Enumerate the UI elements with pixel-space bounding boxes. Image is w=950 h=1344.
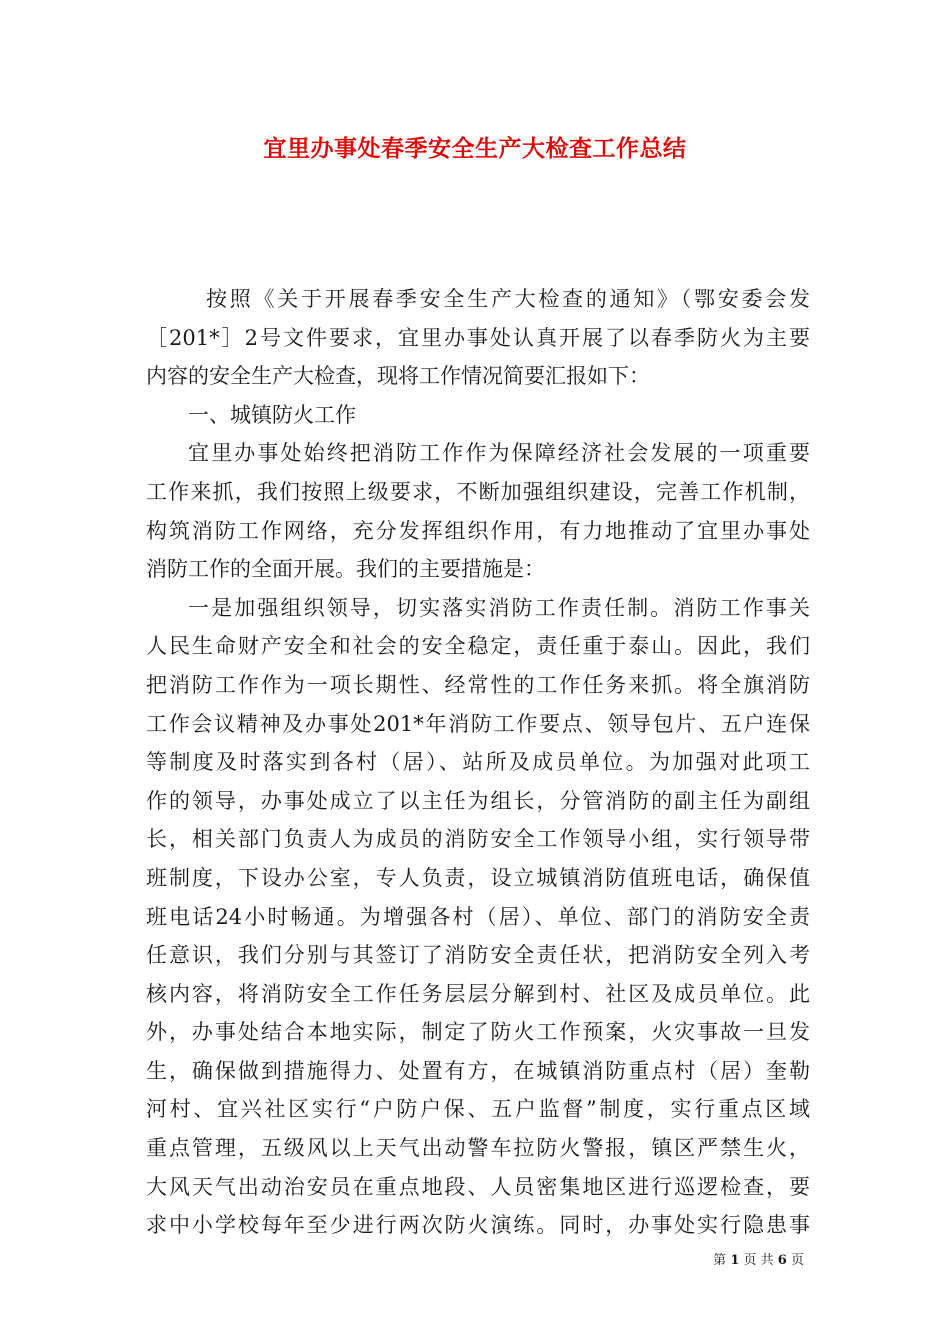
paragraph-line: 长，相关部门负责人为成员的消防安全工作领导小组，实行领导带	[146, 827, 810, 852]
paragraph-line: 重点管理，五级风以上天气出动警车拉防火警报，镇区严禁生火，	[146, 1136, 810, 1161]
paragraph-line: 任意识，我们分别与其签订了消防安全责任状，把消防安全列入考	[146, 943, 810, 968]
paragraph-line: 班制度，下设办公室，专人负责，设立城镇消防值班电话，确保值	[146, 865, 810, 890]
paragraph-line: 构筑消防工作网络，充分发挥组织作用，有力地推动了宜里办事处	[146, 518, 810, 543]
paragraph-line: 河村、宜兴社区实行“户防户保、五户监督”制度，实行重点区域	[146, 1097, 810, 1122]
section-heading: 一、城镇防火工作	[188, 402, 356, 427]
paragraph-line: 消防工作的全面开展。我们的主要措施是：	[146, 557, 545, 582]
document-body	[146, 280, 810, 1245]
paragraph-line: 工作会议精神及办事处201*年消防工作要点、领导包片、五户连保	[146, 711, 810, 736]
page-number-footer	[713, 1252, 804, 1270]
paragraph-line: 作的领导，办事处成立了以主任为组长，分管消防的副主任为副组	[146, 788, 810, 813]
paragraph-line: 内容的安全生产大检查，现将工作情况简要汇报如下：	[146, 364, 650, 389]
current-page-number: 1	[730, 1253, 740, 1268]
paragraph-line: 人民生命财产安全和社会的安全稳定，责任重于泰山。因此，我们	[146, 634, 810, 659]
paragraph-line: 等制度及时落实到各村（居）、站所及成员单位。为加强对此项工	[146, 750, 810, 775]
paragraph-line: 按照《关于开展春季安全生产大检查的通知》（鄂安委会发	[206, 287, 810, 311]
paragraph-line: 宜里办事处始终把消防工作作为保障经济社会发展的一项重要	[188, 441, 810, 466]
paragraph-line: 求中小学校每年至少进行两次防火演练。同时，办事处实行隐患事	[146, 1213, 810, 1238]
document-title: 宜里办事处春季安全生产大检查工作总结	[263, 135, 687, 162]
paragraph-line: 把消防工作作为一项长期性、经常性的工作任务来抓。将全旗消防	[146, 672, 810, 697]
footer-suffix: 页	[790, 1253, 804, 1268]
paragraph-line: ［201*］2号文件要求，宜里办事处认真开展了以春季防火为主要	[146, 325, 810, 350]
footer-prefix: 第	[713, 1253, 727, 1268]
paragraph-line: 核内容，将消防安全工作任务层层分解到村、社区及成员单位。此	[146, 981, 810, 1006]
paragraph-line: 外，办事处结合本地实际，制定了防火工作预案，火灾事故一旦发	[146, 1020, 810, 1045]
paragraph-line: 班电话24小时畅通。为增强各村（居）、单位、部门的消防安全责	[146, 904, 810, 929]
footer-middle: 页 共	[743, 1253, 774, 1268]
paragraph-line: 大风天气出动治安员在重点地段、人员密集地区进行巡逻检查，要	[146, 1174, 810, 1199]
paragraph-line: 生，确保做到措施得力、处置有方，在城镇消防重点村（居）奎勒	[146, 1058, 810, 1083]
paragraph-line: 工作来抓，我们按照上级要求，不断加强组织建设，完善工作机制，	[146, 479, 810, 504]
paragraph-line: 一是加强组织领导，切实落实消防工作责任制。消防工作事关	[188, 595, 810, 620]
total-pages-number: 6	[777, 1253, 787, 1268]
